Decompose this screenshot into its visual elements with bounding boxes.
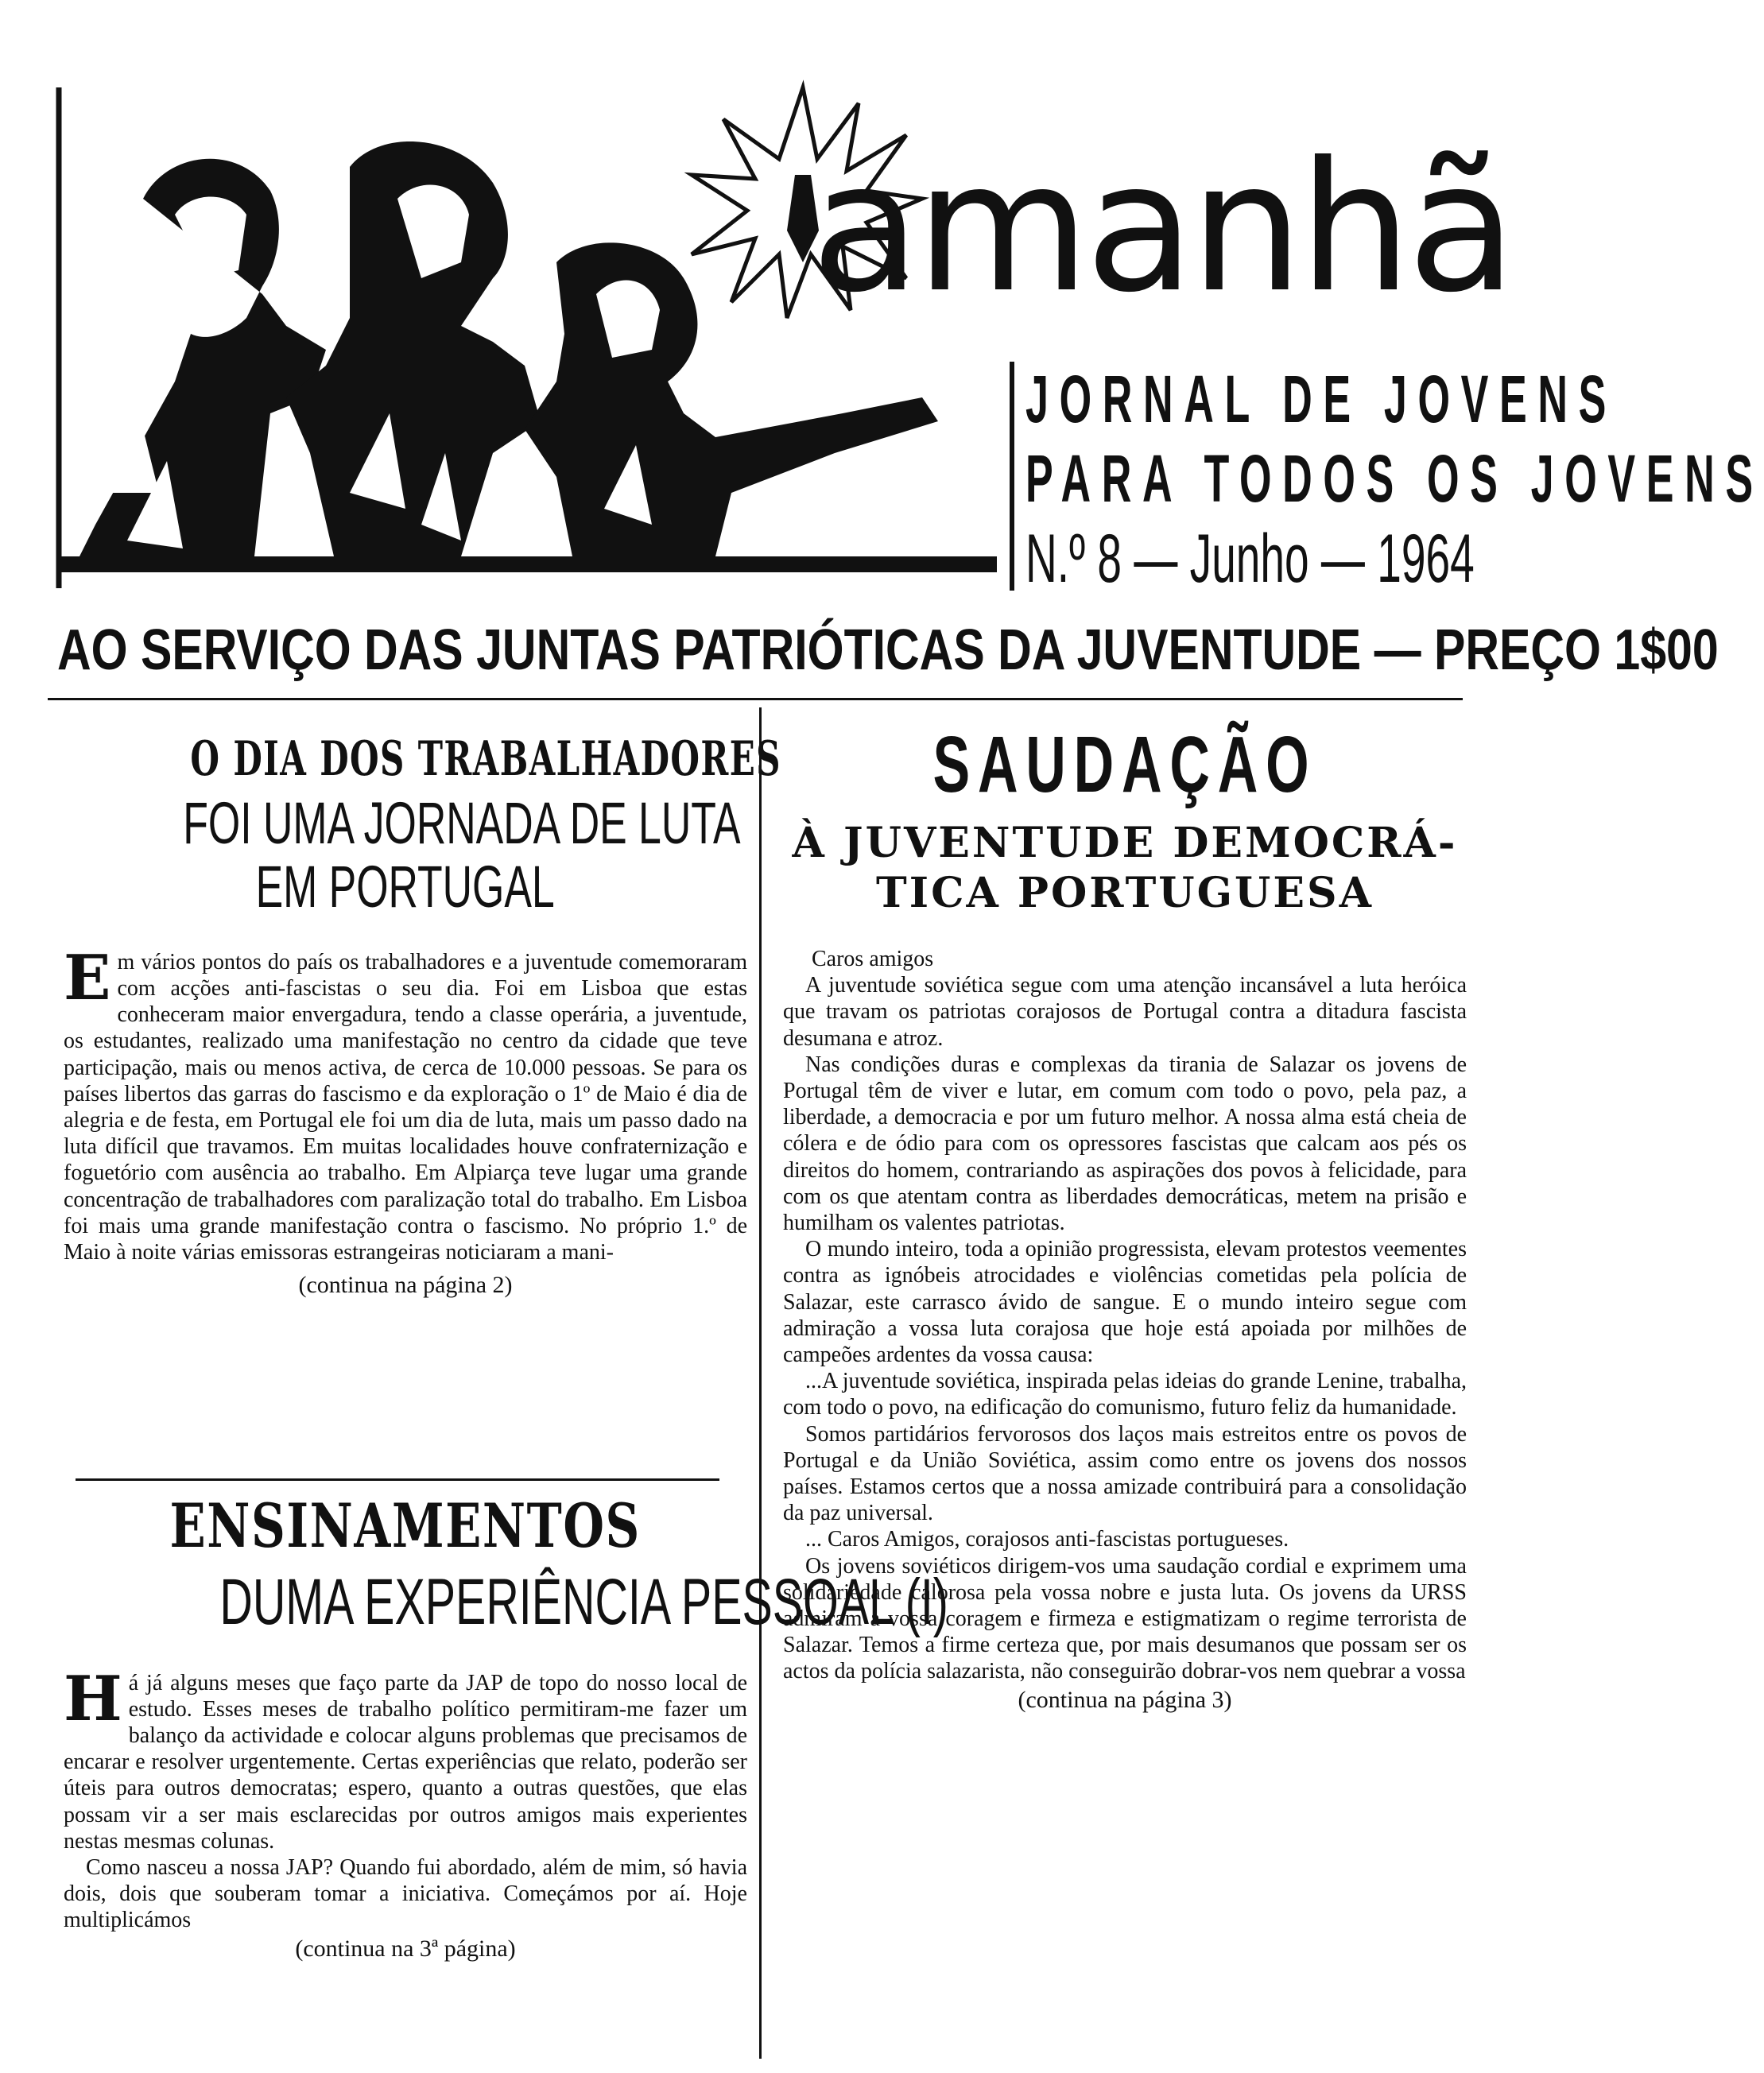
column-divider — [759, 707, 762, 2059]
article-rule — [76, 1478, 719, 1481]
paragraph-6: ... Caros Amigos, corajosos anti-fascistas portugueses. — [805, 1527, 1289, 1552]
paragraph-1: H á já alguns meses que faço parte da JAP de topo do nosso local de estudo. Esses meses de trabalho político permitiram-me fazer um balanço da actividade e colocar alguns problemas que precisamos de encarar e resolver urgentemente. Certas experiências que relato, poderão ser úteis para outros democratas; espero, quanto a outras questões, que elas possam vir a ser mais esclarecidas por outros amigos mais experientes nestas mesmas colunas. — [64, 1662, 747, 1854]
article-teachings — [64, 1490, 948, 1963]
article-body: E m vários pontos do país os trabalhadores e a juventude comemoraram com acções anti-fascistas o seu dia. Foi em Lisboa que estas conheceram maior envergadura, tendo a classe operária, a juventude, os estudantes, realizado uma manifestação no centro da cidade que teve participação, mais ou menos activa, de cerca de 10.000 pessoas. Se para os países libertos das garras do fascismo e da exploração o 1º de Maio é dia de alegria e de festa, em Portugal ele foi um dia de luta, mais um passo dado na luta difícil que travamos. Em muitas localidades houve confraternização e foguetório com ausência ao trabalho. Em Alpiarça teve lugar uma grande concentração de trabalhadores com paralização total do trabalho. Em Lisboa foi mais uma grande manifestação contra o fascismo. No próprio 1.º de Maio à noite várias emissoras estrangeiras noticiaram a mani- — [64, 941, 747, 1265]
article-body — [64, 1662, 747, 1934]
continued-note: (continua na 3ª página) — [295, 1935, 516, 1962]
continued-note: (continua na página 2) — [298, 1272, 513, 1299]
masthead-rule — [48, 698, 1463, 700]
continued-note: (continua na página 3) — [1018, 1686, 1232, 1713]
paragraph-1: A juventude soviética segue com uma atenção incansável a luta heróica que travam os patriotas corajosos de Portugal contra a ditadura fascista desumana e atroz. — [783, 973, 1467, 1051]
paragraph-7: Os jovens soviéticos dirigem-vos uma saudação cordial e exprimem uma solidariedade calorosa pela vossa nobre e justa luta. Os jovens da URSS admiram a vossa coragem e firmeza e estigmatizam o regime terrorista de Salazar. Temos a firme certeza que, por mais desumanos que possam ser os actos da polícia salazarista, não conseguirão dobrar-vos nem quebrar a vossa — [783, 1553, 1467, 1684]
subtitle-line-2: PARA TODOS OS JOVENS — [1025, 441, 1764, 516]
headline-line-2: FOI UMA JORNADA DE LUTA — [183, 790, 741, 856]
salutation: Caros amigos — [812, 947, 934, 971]
figure-left — [79, 159, 326, 556]
issue-info: N.º 8 — Junho — 1964 — [1025, 521, 1475, 597]
paragraph-5: Somos partidários fervorosos dos laços mais estreitos entre os povos de Portugal e da União Soviética, assim como entre os jovens dos nossos países. Estamos certos que a nossa amizade contribuirá para a consolidação da paz universal. — [783, 1421, 1467, 1526]
subtitle-bracket — [1010, 362, 1014, 591]
headline-line-2: DUMA EXPERIÊNCIA PESSOAL (I) — [219, 1566, 948, 1638]
paragraph-4: ...A juventude soviética, inspirada pelas ideias do grande Lenine, trabalha, com todo o povo, na edificação do comunismo, futuro feliz da humanidade. — [783, 1369, 1467, 1420]
paragraph-2: Nas condições duras e complexas da tirania de Salazar os jovens de Portugal têm de viver e lutar, em comum com todo o povo, pela paz, a liberdade, a democracia e por um futuro melhor. A nossa alma está cheia de cólera e de ódio para com os opressores fascistas que calcam aos pés os direitos do homem, contrariando as aspirações dos povos à felicidade, para com os que atentam contra as liberdades democráticas, metem na prisão e humilham os valentes patriotas. — [783, 1052, 1467, 1236]
headline-line-2: À JUVENTUDE DEMOCRÁ- — [792, 819, 1458, 867]
headline-line-3: EM PORTUGAL — [255, 853, 556, 920]
newspaper-title: amanhã — [811, 124, 1513, 332]
headline-line-1: O DIA DOS TRABALHADORES — [190, 731, 781, 787]
headline-line-3: TICA PORTUGUESA — [876, 869, 1374, 917]
subtitle-line-1: JORNAL DE JOVENS — [1025, 362, 1617, 436]
drop-cap: H — [64, 1662, 122, 1735]
headline-line-1: SAUDAÇÃO — [932, 720, 1317, 809]
article-body — [783, 946, 1467, 1685]
paragraph-2: Como nasceu a nossa JAP? Quando fui abordado, além de mim, só havia dois, dois que souberam tomar a iniciativa. Começámos por aí. Hoje multiplicámos — [64, 1854, 747, 1933]
paragraph-3: O mundo inteiro, toda a opinião progressista, elevam protestos veementes contra as ignóbeis atrocidades e violências cometidas pela polícia de Salazar, este carrasco ávido de sangue. E o mundo inteiro segue com admiração a vossa luta corajosa que hoje está apoiada por milhões de campeões ardentes da vossa causa: — [783, 1237, 1467, 1368]
drop-cap: E — [64, 941, 111, 1014]
article-workers-day — [64, 731, 781, 1299]
banner-line: AO SERVIÇO DAS JUNTAS PATRIÓTICAS DA JUVENTUDE — PREÇO 1$00 — [57, 618, 1719, 682]
article-greeting — [783, 722, 1467, 1714]
headline-line-1: ENSINAMENTOS — [169, 1490, 642, 1561]
